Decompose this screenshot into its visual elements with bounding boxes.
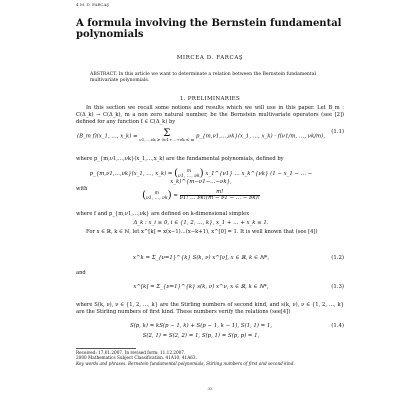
and-label: and [76,270,86,276]
paper-title: A formula involving the Bernstein fundamental polynomials [76,18,342,40]
paragraph-falling-factorial: For x ∈ ℝ, k ∈ ℕ, let x^[k] = x(x−1)…(x−k+1), x^[0] = 1. It is well known that (see [4]) [86,229,318,235]
abstract-label: ABSTRACT. [90,72,118,77]
eq3-label: (1.3) [331,284,344,290]
footnote-received: Received: 17.01.2007. In revised form: 11.12.2007. [76,350,186,355]
footnote-msc: 2000 Mathematics Subject Classification. 41A10, 41A63. [76,355,197,361]
paragraph-stirling: where S(k, ν), ν ∈ {1, 2, …, k} are the Stirling numbers of second kind, and s(k, ν), ν ∈ {1, 2, …, k} are the Stirling numbers of first kind. These numbers verify the relations (see[4]) [76,302,344,315]
equation-fundamental: p_{m,ν1,…,νk}(x_1, …, x_k) = ( m ν1, …, νk) x_1^{ν1} … x_k^{νk} (1 − x_1 − … − x_k)^{m−ν1−…−νk}, [89,168,313,185]
page-number: 33 [207,386,213,391]
equation-1-3 [76,284,344,294]
with-label: with [76,186,88,192]
sum-symbol: Σ ν1,…,νk ≥ 0ν1+…+νk ≤ m [139,128,195,142]
binom-bottom: ν1, …, νk [178,173,200,179]
binom-top: m [186,168,192,174]
equation-1-4 [76,323,344,331]
eq1-sum-range: ν1,…,νk ≥ 0 [139,137,165,142]
equation-simplex [76,220,344,228]
binom-bottom-2: ν1, …, νk [145,195,168,201]
equation-1-4-cont [76,333,344,341]
eq1-lhs: (B_m f)(x_1, …, x_k) = [77,133,138,140]
author-name: MIRCEA D. FARCAŞ [176,55,244,61]
fraction-denominator: ν1! … νk!(m − ν1 − … − νk)! [179,195,260,201]
binom-coeff [178,169,200,179]
eq2-label: (1.2) [331,255,344,261]
eq4b-body: S(2, 1) = S(2, 2) = 1, S(p, 1) = S(p, p) = 1, [142,333,260,339]
equation-1-1 [76,129,344,143]
eq1-label: (1.1) [331,129,344,135]
eq2-body: x^k = Σ_{ν=1}^{k} S(k, ν) x^[ν], x ∈ ℝ, k ∈ ℕ*, [132,255,270,261]
eq-simplex-body: Δ_k : x_i ≥ 0, i ∈ {1, 2, …, k}, x_1 + … + x_k ≤ 1. [133,220,269,226]
equation-1-2 [76,255,344,265]
paragraph-intro: In this section we recall some notions and results which we will use in this paper. Let B_m : C(Δ_k) → C(Δ_k), m a non zero natural number, be the Bernstein multivariate operators (see [2]) defined for any function f ∈ C(Δ_k) by [76,105,344,125]
eq1-rhs: p_{m,ν1,…,νk}(x_1, …, x_k) · f(ν1/m, …, νk/m), [196,133,325,140]
eq-p-lhs: p_{m,ν1,…,νk}(x_1, …, x_k) = [89,171,173,177]
footnotes [76,350,344,366]
section-title: 1. PRELIMINARIES [179,96,241,102]
abstract [90,72,330,84]
running-header: 4 M. D. FARCAŞ [76,2,110,7]
binom-top-2: m [154,190,160,196]
paragraph-fundamental: where p_{m,ν1,…,νk}(x_1,…,x_k) are the fundamental polynomials, defined by [76,156,284,162]
paragraph-simplex: where f and p_{m,ν1,…,νk} are defined on k-dimensional simplex [76,211,250,217]
eq1-sum-cond: ν1+…+νk ≤ m [164,137,195,142]
eq-p-rhs: x_1^{ν1} … x_k^{νk} (1 − x_1 − … − x_k)^{m−ν1−…−νk}, [170,171,313,185]
equation-binomial: ( m ν1, …, νk) = $\frac{m!}{\nu 1! \dots \nu k!(m - \nu 1 - \dots - \nu k)!}$ [142,189,260,201]
footnote-divider [76,348,136,349]
eq4-label: (1.4) [331,323,344,329]
eq4-body: S(p, k) = kS(p − 1, k) + S(p − 1, k − 1), S(1, 1) = 1, [129,323,273,329]
paper-page [76,0,344,400]
footnote-keywords: Key words and phrases. Bernstein fundamental polynomials, Stirling numbers of first and second kind. [76,360,295,366]
abstract-text: In this article we want to determinate a relation between the Bernstein fundamental multivariate polynomials. [90,72,316,83]
fraction-numerator: m! [180,190,260,196]
binom-coeff-2 [146,191,168,201]
multinomial-fraction [180,190,260,201]
eq3-body: x^[k] = Σ_{ν=1}^{k} s(k, ν) x^ν, x ∈ ℝ, k ∈ ℕ*, [133,284,269,290]
